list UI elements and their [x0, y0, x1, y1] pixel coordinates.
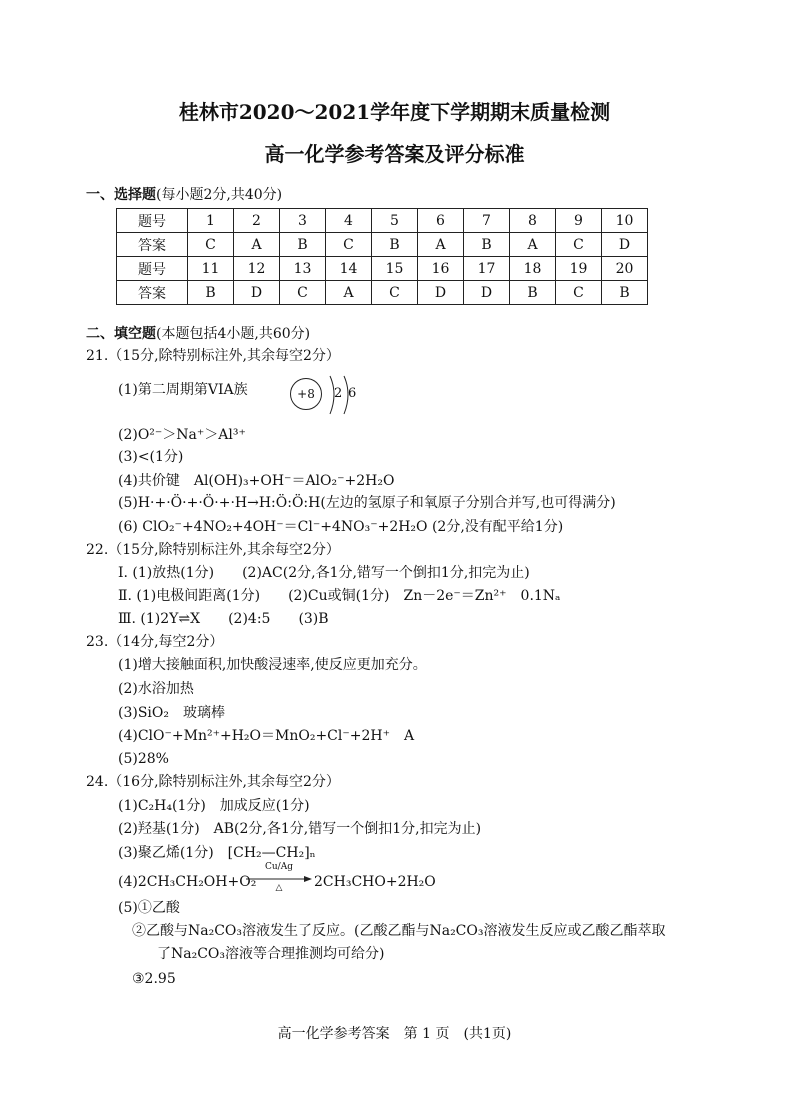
q23-line5: (5)28%: [118, 751, 169, 767]
table-cell: B: [188, 281, 234, 305]
q23-header: 23.（14分,每空2分）: [86, 634, 224, 650]
table-cell: C: [188, 233, 234, 257]
table-cell: B: [280, 233, 326, 257]
q24-line7: 了Na₂CO₃溶液等合理推测均可给分): [157, 946, 385, 962]
table-cell: A: [510, 233, 556, 257]
table-cell: B: [464, 233, 510, 257]
table-cell: C: [556, 281, 602, 305]
table-cell: A: [234, 233, 280, 257]
table-cell: B: [510, 281, 556, 305]
q24-line2: (2)羟基(1分) AB(2分,各1分,错写一个倒扣1分,扣完为止): [118, 821, 482, 837]
table-cell: 1: [188, 209, 234, 233]
table-cell: D: [418, 281, 464, 305]
q24-line1: (1)C₂H₄(1分) 加成反应(1分): [118, 798, 310, 814]
q22-line2: Ⅱ. (1)电极间距离(1分) (2)Cu或铜(1分) Zn－2e⁻＝Zn²⁺ 0.1Nₐ: [118, 588, 561, 604]
q24-line4-products: 2CH₃CHO+2H₂O: [314, 874, 436, 890]
section2-title: 二、填空题: [86, 326, 156, 342]
q21-line6: (6) ClO₂⁻+4NO₂+4OH⁻＝Cl⁻+4NO₃⁻+2H₂O (2分,没有配平给1分): [118, 519, 564, 535]
reaction-condition-catalyst: Cu/Ag: [265, 862, 293, 872]
table-cell: C: [280, 281, 326, 305]
q22-line3: Ⅲ. (1)2Y⇌X (2)4:5 (3)B: [118, 611, 329, 627]
table-cell: 5: [372, 209, 418, 233]
q21-line2: (2)O²⁻＞Na⁺＞Al³⁺: [118, 427, 246, 443]
q23-line2: (2)水浴加热: [118, 681, 194, 697]
q24-line6: ②乙酸与Na₂CO₃溶液发生了反应。(乙酸乙酯与Na₂CO₃溶液发生反应或乙酸乙酯萃取: [132, 923, 666, 939]
table-cell: 16: [418, 257, 464, 281]
table-row-header: 题号: [117, 257, 188, 281]
table-row-header: 答案: [117, 281, 188, 305]
table-cell: A: [326, 281, 372, 305]
table-cell: 9: [556, 209, 602, 233]
table-cell: 6: [418, 209, 464, 233]
table-cell: 15: [372, 257, 418, 281]
table-cell: 19: [556, 257, 602, 281]
table-cell: 17: [464, 257, 510, 281]
table-row-header: 答案: [117, 233, 188, 257]
table-cell: D: [464, 281, 510, 305]
oxygen-nucleus: +8: [290, 378, 322, 410]
q21-line3: (3)<(1分): [118, 449, 184, 465]
q22-header: 22.（15分,除特别标注外,其余每空2分）: [86, 542, 340, 558]
table-cell: 12: [234, 257, 280, 281]
table-cell: 8: [510, 209, 556, 233]
section1-heading: [86, 184, 282, 204]
table-cell: 2: [234, 209, 280, 233]
q24-line8: ③2.95: [132, 971, 176, 987]
section2-heading: [86, 323, 310, 343]
section1-note: (每小题2分,共40分): [156, 187, 283, 203]
table-cell: B: [372, 233, 418, 257]
table-cell: 3: [280, 209, 326, 233]
q21-line4: (4)共价键 Al(OH)₃+OH⁻＝AlO₂⁻+2H₂O: [118, 473, 395, 489]
table-cell: 7: [464, 209, 510, 233]
electron-shell-arcs: [326, 372, 366, 418]
table-cell: C: [326, 233, 372, 257]
table-cell: 14: [326, 257, 372, 281]
q24-line4-reactants: (4)2CH₃CH₂OH+O₂: [118, 874, 257, 890]
table-cell: 10: [602, 209, 648, 233]
reaction-condition-heat: △: [275, 883, 283, 893]
q21-line5: (5)H·+·Ö·+·Ö·+·H→H:Ö:Ö:H(左边的氢原子和氧原子分别合并写,也可得满分): [118, 495, 616, 511]
document-title: 桂林市2020～2021学年度下学期期末质量检测: [178, 100, 611, 124]
section1-title: 一、选择题: [86, 187, 156, 203]
q23-line3: (3)SiO₂ 玻璃棒: [118, 705, 225, 721]
table-cell: 13: [280, 257, 326, 281]
q23-line1: (1)增大接触面积,加快酸浸速率,使反应更加充分。: [118, 657, 427, 673]
section2-note: (本题包括4小题,共60分): [156, 326, 311, 342]
q24-line5: (5)①乙酸: [118, 900, 180, 916]
table-cell: 4: [326, 209, 372, 233]
q21-header: 21.（15分,除特别标注外,其余每空2分）: [86, 348, 340, 364]
table-cell: A: [418, 233, 464, 257]
page-footer: 高一化学参考答案 第 1 页 (共1页): [277, 1026, 512, 1042]
shell2-electrons: 6: [348, 386, 357, 401]
multiple-choice-table: [116, 208, 648, 305]
table-cell: 18: [510, 257, 556, 281]
table-cell: C: [556, 233, 602, 257]
table-row-header: 题号: [117, 209, 188, 233]
document-subtitle: 高一化学参考答案及评分标准: [264, 142, 525, 166]
table-cell: D: [234, 281, 280, 305]
table-row: [117, 281, 648, 305]
table-row: [117, 233, 648, 257]
table-cell: B: [602, 281, 648, 305]
table-cell: C: [372, 281, 418, 305]
table-cell: D: [602, 233, 648, 257]
table-cell: 20: [602, 257, 648, 281]
table-row: [117, 257, 648, 281]
q24-header: 24.（16分,除特别标注外,其余每空2分）: [86, 774, 340, 790]
table-cell: 11: [188, 257, 234, 281]
shell1-electrons: 2: [334, 386, 343, 401]
q23-line4: (4)ClO⁻+Mn²⁺+H₂O＝MnO₂+Cl⁻+2H⁺ A: [118, 728, 415, 744]
q24-line3: (3)聚乙烯(1分) [CH₂—CH₂]ₙ: [118, 845, 316, 861]
q22-line1: Ⅰ. (1)放热(1分) (2)AC(2分,各1分,错写一个倒扣1分,扣完为止): [118, 565, 530, 581]
q21-line1: (1)第二周期第VIA族: [118, 382, 248, 398]
table-row: [117, 209, 648, 233]
